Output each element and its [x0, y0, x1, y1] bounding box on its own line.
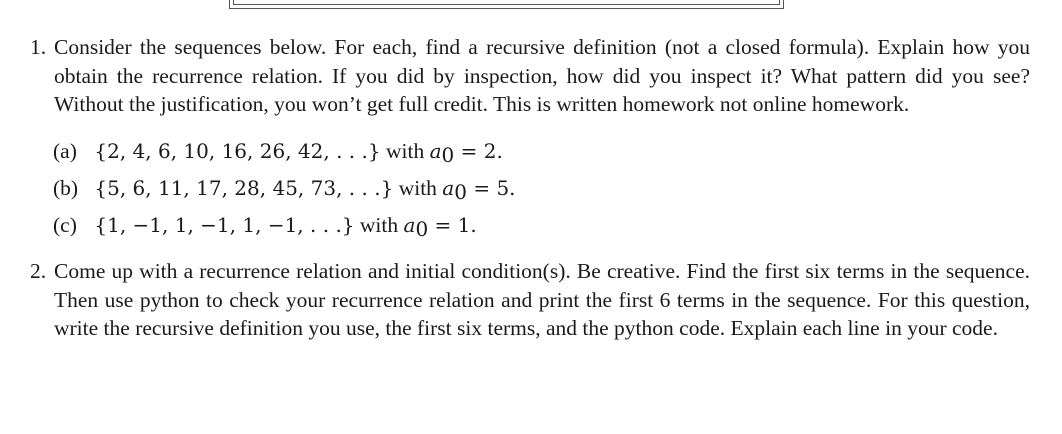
problem-1 — [30, 33, 1030, 119]
part-b-sub: 0 — [454, 180, 467, 204]
part-a-eq: = 2. — [454, 139, 503, 163]
part-a-label: (a) — [53, 139, 77, 163]
problem-1-number: 1. — [30, 35, 47, 59]
part-a-with: with — [385, 139, 425, 163]
problem-2 — [30, 257, 1030, 343]
top-frame-border — [229, 0, 784, 9]
part-a-sequence: {2, 4, 6, 10, 16, 26, 42, . . .} — [94, 139, 381, 163]
part-a-sub: 0 — [441, 143, 455, 167]
top-frame-inner-border — [233, 0, 780, 5]
part-c-eq: = 1. — [428, 213, 477, 237]
part-c-sub: 0 — [415, 217, 429, 241]
part-b-with: with — [398, 176, 437, 200]
part-b-var: a — [442, 176, 455, 200]
problem-2-number: 2. — [30, 259, 47, 283]
part-c-sequence: {1, −1, 1, −1, 1, −1, . . .} — [94, 213, 355, 237]
part-a-var: a — [429, 139, 442, 163]
part-b-eq: = 5. — [466, 176, 516, 200]
part-b-label: (b) — [53, 176, 79, 200]
part-c — [53, 210, 477, 240]
problem-1-text: Consider the sequences below. For each, find a recursive definition (not a closed formula). Explain how you obtain the recurrence relation. If you did by inspection, how did you inspect it? What pattern did you see? Without the justification, you won’t get full credit. This is written homework not online homework. — [54, 35, 1030, 116]
problem-2-text: Come up with a recurrence relation and initial condition(s). Be creative. Find the first six terms in the sequence. Then use python to check your recurrence relation and print the first 6 terms in the sequence. For this question, write the recursive definition you use, the first six terms, and the python code. Explain each line in your code. — [54, 259, 1030, 340]
part-a — [53, 136, 503, 166]
part-c-var: a — [403, 213, 416, 237]
part-b — [53, 173, 516, 203]
part-c-with: with — [359, 213, 399, 237]
part-b-sequence: {5, 6, 11, 17, 28, 45, 73, . . .} — [94, 176, 394, 200]
part-c-label: (c) — [53, 213, 77, 237]
